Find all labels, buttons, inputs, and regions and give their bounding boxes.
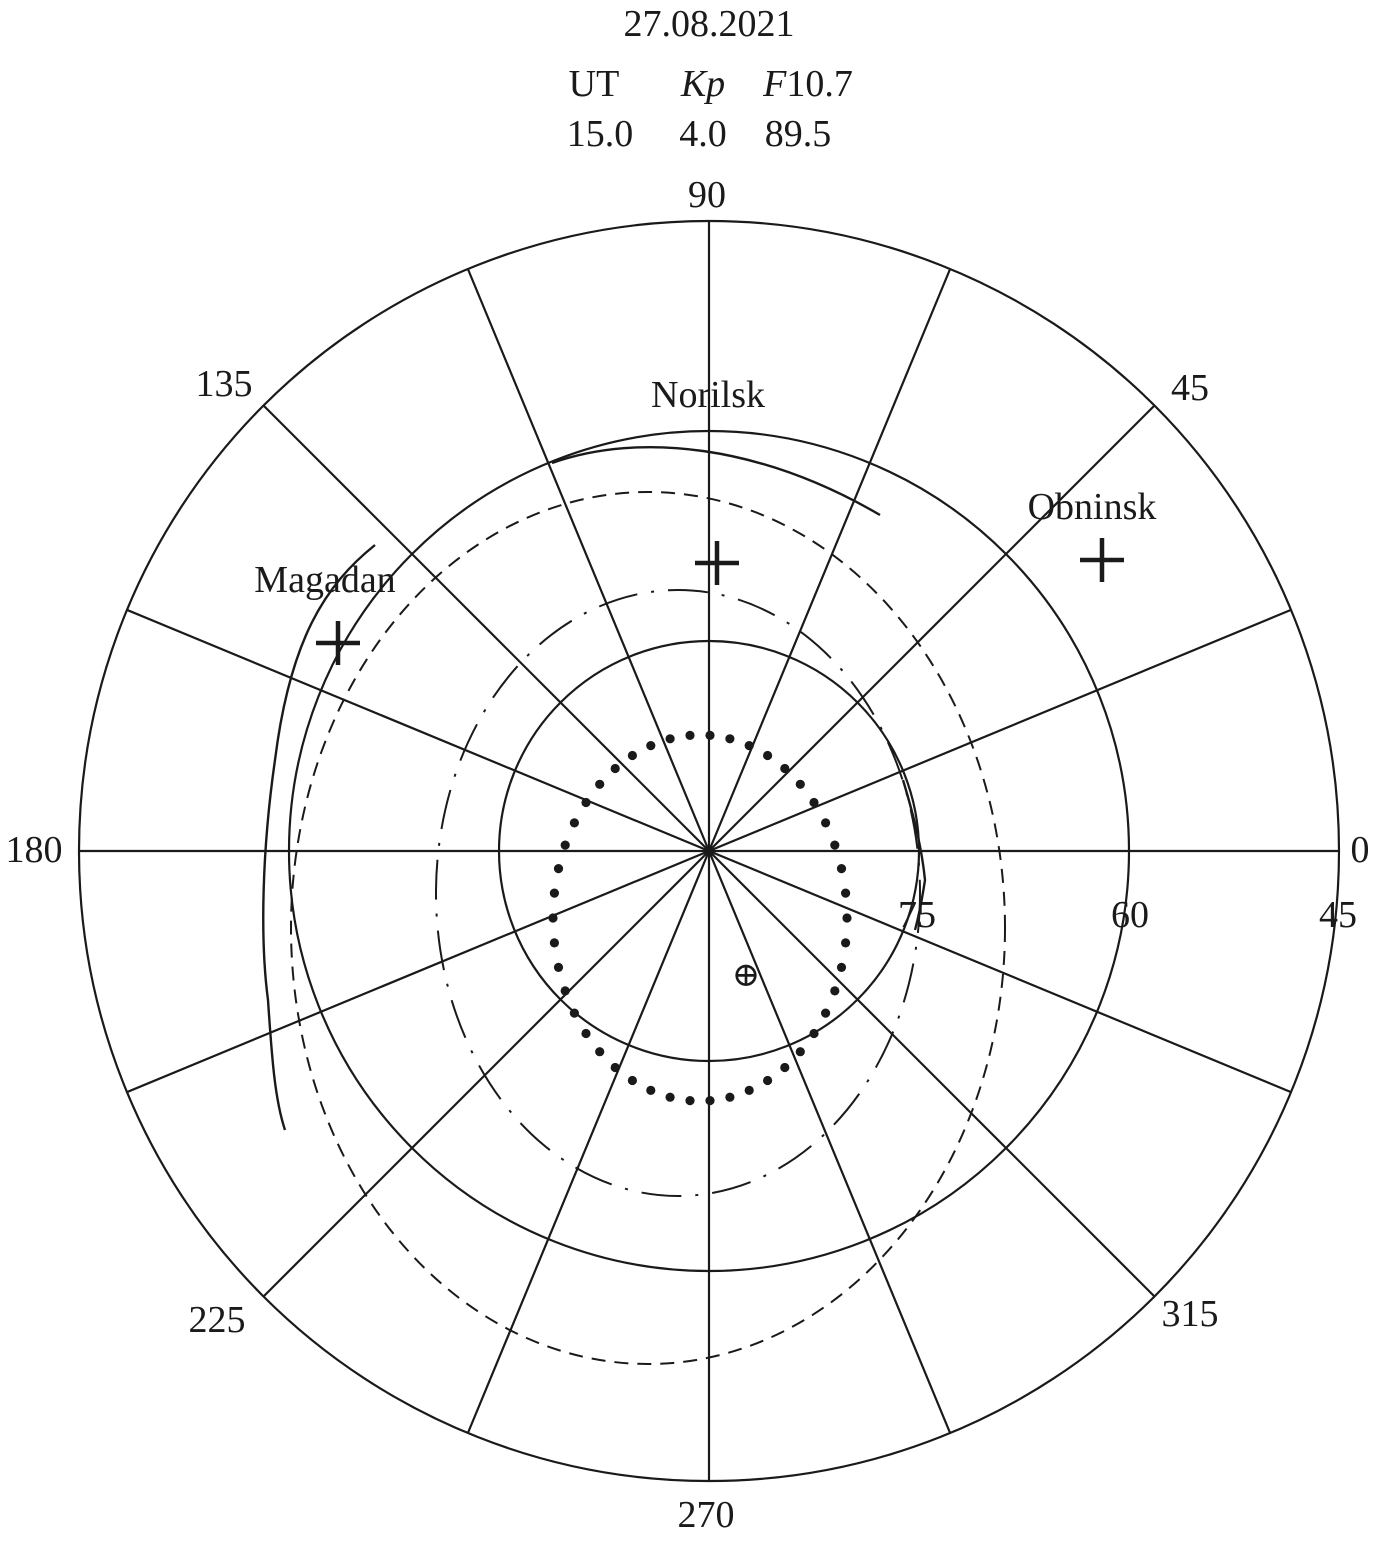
oval-dot (842, 913, 851, 922)
norilsk-label: Norilsk (651, 374, 765, 416)
magadan-label: Magadan (254, 559, 396, 601)
oval-dot (628, 1076, 637, 1085)
oval-dot (595, 780, 604, 789)
angle-label-45: 45 (1171, 367, 1209, 409)
date-label: 27.08.2021 (623, 3, 795, 45)
latitude-label-60: 60 (1111, 894, 1149, 936)
meridian-line-13 (709, 851, 950, 1433)
oval-dot (554, 864, 563, 873)
angle-label-270: 270 (677, 1494, 735, 1536)
oval-dot (763, 1076, 772, 1085)
dotted-oval (548, 731, 851, 1105)
oval-dot (725, 1093, 734, 1102)
oval-dot (780, 764, 789, 773)
f107-value: 89.5 (764, 113, 832, 155)
meridian-line-5 (468, 269, 709, 851)
meridian-line-15 (709, 851, 1291, 1092)
meridian-line-1 (709, 610, 1291, 851)
latitude-label-75: 75 (898, 894, 936, 936)
oval-dot (830, 841, 839, 850)
oval-dot (581, 798, 590, 807)
oval-dot (745, 1086, 754, 1095)
f107-label (762, 63, 853, 105)
oval-dot (548, 913, 557, 922)
ut-label: UT (568, 63, 620, 105)
meridian-line-10 (264, 851, 710, 1297)
oval-dot (809, 798, 818, 807)
meridian-line-9 (127, 851, 709, 1092)
angle-label-0: 0 (1350, 829, 1370, 871)
oval-dot (666, 1093, 675, 1102)
oval-dot (837, 864, 846, 873)
oval-dot (581, 1029, 590, 1038)
oval-dot (821, 1009, 830, 1018)
oval-dot (595, 1047, 604, 1056)
meridian-line-6 (264, 406, 710, 852)
oval-dot (611, 1063, 620, 1072)
angle-label-90: 90 (688, 174, 726, 216)
oval-dot (745, 741, 754, 750)
obninsk-label: Obninsk (1027, 486, 1157, 528)
ut-value: 15.0 (566, 113, 634, 155)
oval-dot (550, 938, 559, 947)
oval-dot (570, 1009, 579, 1018)
oval-dot (841, 938, 850, 947)
oval-dot (628, 751, 637, 760)
oval-dot (550, 889, 559, 898)
kp-value: 4.0 (679, 113, 727, 155)
meridian-line-3 (709, 269, 950, 851)
kp-label: Kp (680, 63, 726, 105)
angle-label-225: 225 (188, 1299, 246, 1341)
meridian-line-11 (468, 851, 709, 1433)
oval-dot (837, 963, 846, 972)
angle-label-180: 180 (5, 829, 63, 871)
oval-dot (570, 818, 579, 827)
norilsk-marker (695, 541, 739, 585)
oval-dot (646, 741, 655, 750)
oval-dot (796, 780, 805, 789)
oval-dot (821, 818, 830, 827)
angle-label-135: 135 (195, 363, 253, 405)
oval-dot (646, 1086, 655, 1095)
oval-dot (763, 751, 772, 760)
oval-dot (685, 731, 694, 740)
oval-dot (561, 841, 570, 850)
oval-dot (705, 731, 714, 740)
oval-dot (841, 889, 850, 898)
meridian-line-2 (709, 406, 1155, 852)
f107-label-rest: 10.7 (786, 63, 853, 105)
f107-label-italic: F (763, 63, 787, 105)
angle-label-315: 315 (1161, 1293, 1219, 1335)
geomagnetic-pole-icon: ⊕ (731, 957, 761, 994)
obninsk-marker (1080, 538, 1124, 582)
oval-dot (685, 1096, 694, 1105)
oval-dot (554, 963, 563, 972)
oval-dot (809, 1029, 818, 1038)
oval-dot (666, 734, 675, 743)
oval-dot (725, 734, 734, 743)
latitude-label-45: 45 (1319, 894, 1357, 936)
oval-dot (830, 986, 839, 995)
meridian-line-7 (127, 610, 709, 851)
oval-dot (611, 764, 620, 773)
oval-dot (705, 1096, 714, 1105)
outer-boundary-curve (263, 447, 880, 1130)
oval-dot (796, 1047, 805, 1056)
oval-dot (561, 986, 570, 995)
oval-dot (780, 1063, 789, 1072)
